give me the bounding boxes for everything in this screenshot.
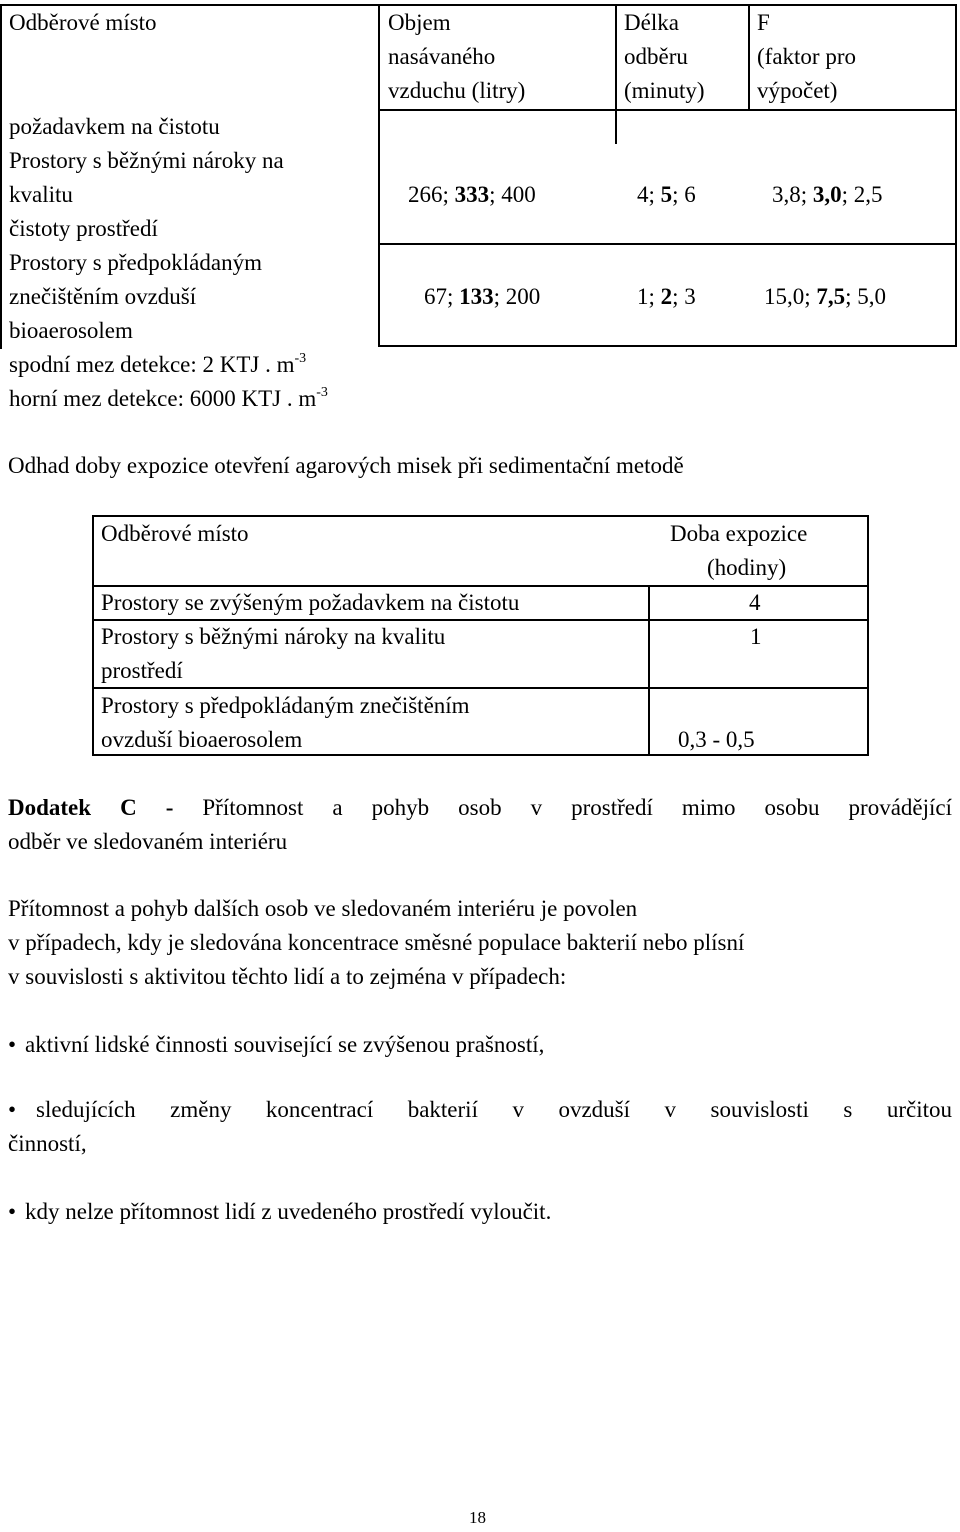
- table-border-header-bottom: [378, 109, 957, 111]
- bullet-item-3: kdy nelze přítomnost lidí z uvedeného prostředí vyloučit.: [25, 1199, 552, 1224]
- exp-row2-value: 1: [750, 624, 762, 649]
- table-divider-1: [378, 4, 380, 110]
- table-divider-1b: [378, 109, 380, 347]
- exp-row1-label: Prostory se zvýšeným požadavkem na čistotu: [101, 590, 520, 615]
- bullet-item-2-line-2: činností,: [8, 1131, 87, 1156]
- header-duration-2: odběru: [624, 44, 688, 69]
- header-factor-2: (faktor pro: [757, 44, 856, 69]
- header-volume-3: vzduchu (litry): [388, 78, 526, 103]
- table-border-row1-bottom: [378, 243, 957, 245]
- bullet-icon: •: [8, 1032, 17, 1057]
- exp-row3-label-1: Prostory s předpokládaným znečištěním: [101, 693, 470, 718]
- exp-table-border-left: [92, 515, 94, 756]
- table-border-bottom: [378, 345, 957, 347]
- exp-header-time-2: (hodiny): [707, 555, 787, 580]
- header-factor-3: výpočet): [757, 78, 838, 103]
- table-divider-2: [615, 4, 617, 144]
- appendix-title-line-1: Dodatek C - Přítomnost a pohyb osob v prostředí mimo osobu provádějící: [8, 795, 952, 820]
- bullet-icon: •: [8, 1097, 17, 1122]
- header-duration-1: Délka: [624, 10, 679, 35]
- exp-row1-value: 4: [749, 590, 761, 615]
- row1-label-3: čistoty prostředí: [9, 216, 158, 241]
- exp-header-site: Odběrové místo: [101, 521, 249, 546]
- header-duration-3: (minuty): [624, 78, 705, 103]
- header-volume-2: nasávaného: [388, 44, 496, 69]
- exp-row2-label-1: Prostory s běžnými nároky na kvalitu: [101, 624, 446, 649]
- exp-row3-value: 0,3 - 0,5: [678, 727, 755, 752]
- header-factor-1: F: [757, 10, 770, 35]
- row1-volume: 266; 333; 400: [408, 182, 536, 207]
- appendix-paragraph-line-2: v případech, kdy je sledována koncentrace směsné populace bakterií nebo plísní: [8, 930, 745, 955]
- row1-duration: 4; 5; 6: [637, 182, 696, 207]
- row0-label: požadavkem na čistotu: [9, 114, 220, 139]
- table-divider-3: [748, 4, 750, 110]
- row2-label-1: Prostory s předpokládaným: [9, 250, 262, 275]
- page-number: 18: [469, 1508, 486, 1527]
- bullet-item-2-line-1: sledujících změny koncentrací bakterií v ovzduší v souvislosti s určitou: [36, 1097, 952, 1122]
- exp-row3-label-2: ovzduší bioaerosolem: [101, 727, 303, 752]
- table-border-right: [955, 4, 957, 347]
- table-border-left: [0, 4, 2, 349]
- row2-volume: 67; 133; 200: [424, 284, 541, 309]
- header-volume-1: Objem: [388, 10, 451, 35]
- appendix-title-line-2: odběr ve sledovaném interiéru: [8, 829, 288, 854]
- row1-label-1: Prostory s běžnými nároky na: [9, 148, 284, 173]
- exp-header-time-1: Doba expozice: [670, 521, 808, 546]
- appendix-paragraph-line-3: v souvislosti s aktivitou těchto lidí a to zejména v případech:: [8, 964, 567, 989]
- row2-label-2: znečištěním ovzduší: [9, 284, 197, 309]
- section-title: Odhad doby expozice otevření agarových misek při sedimentační metodě: [8, 453, 684, 478]
- detection-limit-lower: spodní mez detekce: 2 KTJ . $m^{-3}$: [9, 351, 307, 377]
- exp-row2-label-2: prostředí: [101, 658, 183, 683]
- row1-label-2: kvalitu: [9, 182, 73, 207]
- row1-factor: 3,8; 3,0; 2,5: [772, 182, 883, 207]
- appendix-paragraph-line-1: Přítomnost a pohyb dalších osob ve sledovaném interiéru je povolen: [8, 896, 638, 921]
- row2-factor: 15,0; 7,5; 5,0: [764, 284, 887, 309]
- row2-duration: 1; 2; 3: [637, 284, 696, 309]
- exp-table-column-divider: [648, 585, 650, 756]
- exp-table-border-right: [867, 515, 869, 756]
- detection-limit-upper: horní mez detekce: 6000 KTJ . $m^{-3}$: [9, 385, 328, 411]
- header-site: Odběrové místo: [9, 10, 157, 35]
- row2-label-3: bioaerosolem: [9, 318, 133, 343]
- bullet-item-1: aktivní lidské činnosti související se zvýšenou prašností,: [25, 1032, 545, 1057]
- bullet-icon: •: [8, 1199, 17, 1224]
